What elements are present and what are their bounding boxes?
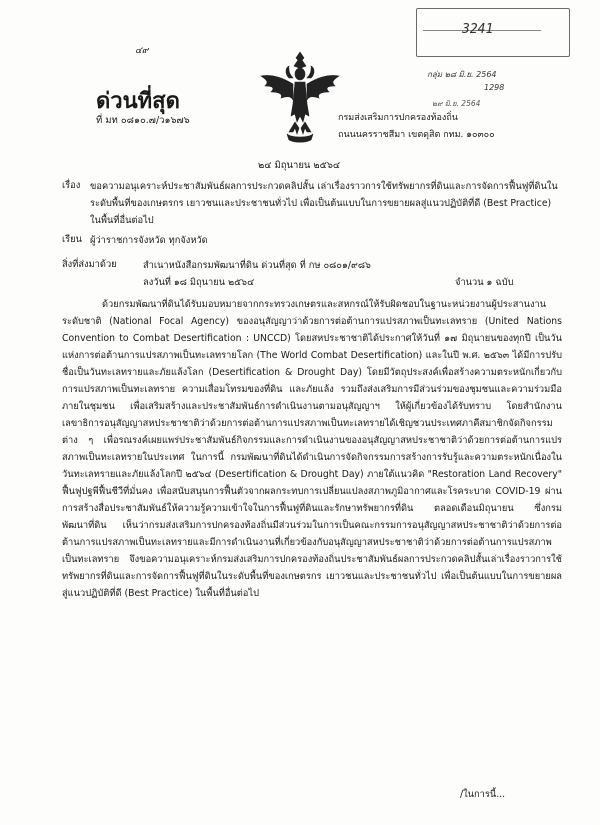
- received-note-1: กลุ่ม ๒๘ มิ.ย. 2564: [427, 70, 497, 79]
- recipient-text: ผู้ว่าราชการจังหวัด ทุกจังหวัด: [90, 235, 208, 246]
- document-number: ที่ มท ๐๘๑๐.๗/ว๑๖๗๖: [96, 115, 190, 126]
- continued-marker: /ในการนี้...: [460, 789, 506, 800]
- received-note-3: ๒๙ มิ.ย. 2564: [432, 99, 481, 108]
- garuda-emblem-icon: [255, 48, 345, 146]
- organization-name: กรมส่งเสริมการปกครองท้องถิ่น: [338, 113, 458, 123]
- received-note-2: 1298: [484, 83, 505, 92]
- reference-quantity: จำนวน ๑ ฉบับ: [455, 277, 514, 288]
- subject-text: ขอความอนุเคราะห์ประชาสัมพันธ์ผลการประกวดคลิปสั้น เล่าเรื่องราวการใช้ทรัพยากรที่ดินและการจัดการฟื้นฟูที่ดินในระดับพื้นที่ของเกษตรกร เยาวชนและประชาชนทั่วไป เพื่อเป็นต้นแบบในการขยายผลสู่แนวปฏิบัติที่ดี (Best Practice) ในพื้นที่อื่นต่อไป: [90, 181, 558, 226]
- page-number: ๔๙: [135, 46, 149, 56]
- reference-text: สำเนาหนังสือกรมพัฒนาที่ดิน ด่วนที่สุด ที่ กษ ๐๘๐๑/๙๘๖: [143, 260, 371, 271]
- urgency-heading: ด่วนที่สุด: [96, 89, 180, 114]
- stamp-number: 3241: [462, 22, 494, 37]
- reference-label: สิ่งที่ส่งมาด้วย: [62, 259, 117, 270]
- reference-date: ลงวันที่ ๑๘ มิถุนายน ๒๕๖๔: [143, 277, 255, 288]
- subject-label: เรื่อง: [62, 180, 81, 191]
- organization-address: ถนนนครราชสีมา เขตดุสิต กทม. ๑๐๓๐๐: [338, 130, 495, 140]
- body-paragraph: ด้วยกรมพัฒนาที่ดินได้รับมอบหมายจากกระทรวงเกษตรและสหกรณ์ให้รับผิดชอบในฐานะหน่วยงานผู้ประสานงานระดับชาติ (National Focal Agency) ของอนุสัญญาว่าด้วยการต่อต้านการแปรสภาพเป็นทะเลทราย (United Nations Convention to Combat Desertification : UNCCD) โดยสหประชาชาติได้ประกาศให้วันที่ ๑๗ มิถุนายนของทุกปี เป็นวันแห่งการต่อต้านการแปรสภาพเป็นทะเลทรายโลก (The World Combat Desertification) และในปี พ.ศ. ๒๕๖๓ ได้มีการปรับชื่อเป็นวันทะเลทรายและภัยแล้งโลก (Desertification & Drought Day) โดยมีวัตถุประสงค์เพื่อสร้างความตระหนักเกี่ยวกับการแปรสภาพเป็นทะเลทราย ความเสื่อมโทรมของที่ดิน และภัยแล้ง รวมถึงส่งเสริมการมีส่วนร่วมของชุมชนและความร่วมมือภายในชุมชน เพื่อเสริมสร้างและประชาสัมพันธ์การดำเนินงานตามอนุสัญญาฯ ให้ผู้เกี่ยวข้องได้รับทราบ โดยสำนักงานเลขาธิการอนุสัญญาสหประชาชาติว่าด้วยการต่อต้านการแปรสภาพเป็นทะเลทรายได้เชิญชวนประเทศภาคีสมาชิกจัดกิจกรรมต่าง ๆ เพื่อรณรงค์เผยแพร่ประชาสัมพันธ์กิจกรรมและการดำเนินงานของอนุสัญญาสหประชาชาติว่าด้วยการต่อต้านการแปรสภาพเป็นทะเลทรายในประเทศ ในการนี้ กรมพัฒนาที่ดินได้ดำเนินการจัดกิจกรรมการสร้างการรับรู้และความตระหนักเนื่องในวันทะเลทรายและภัยแล้งโลกปี ๒๕๖๔ (Desertification & Drought Day) ภายใต้แนวคิด "Restoration Land Recovery" ฟื้นฟูปฐพีฟื้นชีวีที่มั่นคง เพื่อสนับสนุนการฟื้นตัวจากผลกระทบการเปลี่ยนแปลงสภาพภูมิอากาศและโรคระบาด COVID-19 ผ่านการสร้างสื่อประชาสัมพันธ์ให้ความรู้ความเข้าใจในการฟื้นฟูที่ดินและรักษาทรัพยากรที่ดิน ตลอดเดือนมิถุนายน ซึ่งกรมพัฒนาที่ดิน เห็นว่ากรมส่งเสริมการปกครองท้องถิ่นมีส่วนร่วมในการเป็นคณะกรรมการอนุสัญญาสหประชาชาติว่าด้วยการต่อต้านการแปรสภาพเป็นทะเลทรายและมีการดำเนินงานที่เกี่ยวข้องกับอนุสัญญาสหประชาชาติว่าด้วยการต่อต้านการแปรสภาพเป็นทะเลทราย จึงขอความอนุเคราะห์กรมส่งเสริมการปกครองท้องถิ่นประชาสัมพันธ์ผลการประกวดคลิปสั้นเล่าเรื่องราวการใช้ทรัพยากรที่ดินและการจัดการฟื้นฟูที่ดินในระดับพื้นที่ของเกษตรกร เยาวชนและประชาชนทั่วไป เพื่อเป็นต้นแบบในการขยายผลสู่แนวปฏิบัติที่ดี (Best Practice) ในพื้นที่อื่นต่อไป: [62, 299, 562, 599]
- recipient-label: เรียน: [62, 234, 82, 245]
- document-date: ๒๔ มิถุนายน ๒๕๖๔: [258, 160, 341, 171]
